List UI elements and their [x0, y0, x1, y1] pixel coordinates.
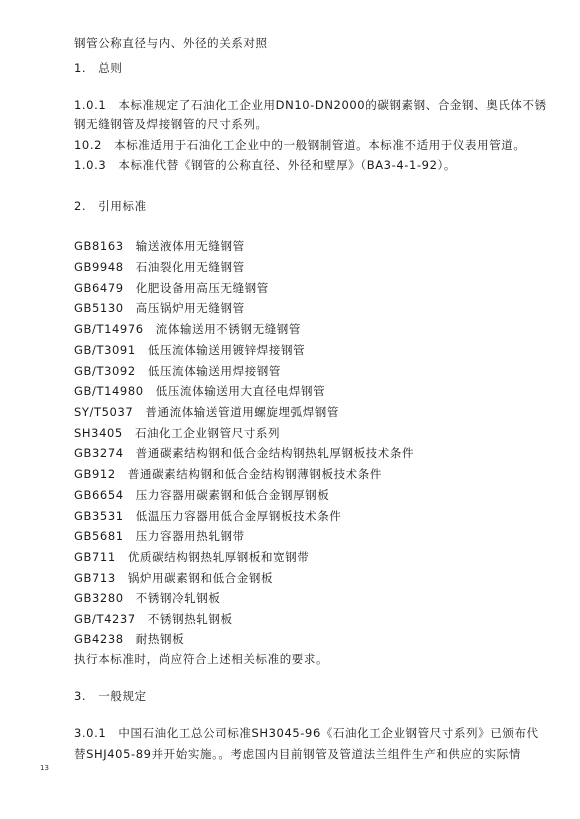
paragraph-1-0-2: 10.2 本标准适用于石油化工企业中的一般钢制管道。本标准不适用于仪表用管道。	[74, 138, 526, 152]
standard-name: 耐热钢板	[135, 632, 185, 646]
list-item	[74, 281, 269, 295]
paragraph-1-0-1-line-1: 1.0.1 本标准规定了石油化工企业用DN10-DN2000的碳钢素钢、合金钢、奥氏体不锈	[74, 98, 547, 112]
section-1-heading: 1. 总则	[74, 61, 123, 75]
list-item	[74, 426, 280, 440]
standard-name: 普通碳素结构钢和低合金结构钢薄钢板技术条件	[127, 467, 382, 481]
standard-name: 低压流体输送用焊接钢管	[147, 364, 281, 378]
list-item	[74, 509, 341, 523]
standard-code: GB/T3091	[74, 343, 136, 357]
section-2-heading: 2. 引用标准	[74, 199, 147, 213]
list-item	[74, 467, 382, 481]
standard-code: GB/T3092	[74, 364, 136, 378]
list-item	[74, 239, 245, 253]
standard-name: 普通碳素结构钢和低合金结构钢热轧厚钢板技术条件	[135, 446, 415, 460]
standard-code: GB3274	[74, 446, 124, 460]
standard-name: 压力容器用热轧钢带	[135, 529, 245, 543]
standard-code: GB912	[74, 467, 116, 481]
standard-name: 石油裂化用无缝钢管	[135, 260, 245, 274]
paragraph-3-0-1-line-2: 替SHJ405-89并开始实施。。考虑国内目前钢管及管道法兰组件生产和供应的实际情	[74, 747, 521, 761]
list-item	[74, 591, 220, 605]
standard-name: 输送液体用无缝钢管	[135, 239, 245, 253]
standard-name: 低压流体输送用镀锌焊接钢管	[147, 343, 306, 357]
standard-name: 优质碳结构钢热轧厚钢板和宽钢带	[127, 550, 310, 564]
list-item	[74, 301, 245, 315]
list-item	[74, 322, 301, 336]
list-item	[74, 612, 233, 626]
standard-name: 化肥设备用高压无缝钢管	[135, 281, 269, 295]
standard-name: 锅炉用碳素钢和低合金钢板	[127, 571, 274, 585]
standard-code: GB5130	[74, 301, 124, 315]
standard-code: GB9948	[74, 260, 124, 274]
standard-name: 低温压力容器用低合金厚钢板技术条件	[135, 509, 342, 523]
list-item	[74, 364, 281, 378]
standard-code: GB711	[74, 550, 116, 564]
standard-code: SY/T5037	[74, 405, 134, 419]
list-item	[74, 529, 245, 543]
standard-name: 不锈钢冷轧钢板	[135, 591, 221, 605]
standard-code: SH3405	[74, 426, 123, 440]
paragraph-1-0-3: 1.0.3 本标准代替《钢管的公称直径、外径和壁厚》（BA3-4-1-92）。	[74, 158, 456, 172]
document-title: 钢管公称直径与内、外径的关系对照	[74, 36, 268, 50]
paragraph-1-0-1-line-2: 钢无缝钢管及焊接钢管的尺寸系列。	[74, 117, 268, 131]
list-item	[74, 488, 329, 502]
standard-code: GB/T14976	[74, 322, 144, 336]
standard-name: 低压流体输送用大直径电焊钢管	[155, 384, 326, 398]
standard-code: GB6654	[74, 488, 124, 502]
standard-code: GB8163	[74, 239, 124, 253]
list-item	[74, 260, 245, 274]
list-item	[74, 571, 273, 585]
standard-code: GB4238	[74, 632, 124, 646]
standard-name: 压力容器用碳素钢和低合金钢厚钢板	[135, 488, 330, 502]
section-3-heading: 3. 一般规定	[74, 689, 147, 703]
paragraph-3-0-1-line-1: 3.0.1 中国石油化工总公司标准SH3045-96《石油化工企业钢管尺寸系列》已颁布代	[74, 726, 539, 740]
standard-name: 不锈钢热轧钢板	[147, 612, 233, 626]
standard-code: GB5681	[74, 529, 124, 543]
list-item	[74, 632, 184, 646]
standard-code: GB3280	[74, 591, 124, 605]
list-item	[74, 384, 325, 398]
standard-code: GB/T4237	[74, 612, 136, 626]
standard-code: GB713	[74, 571, 116, 585]
standard-name: 普通流体输送管道用螺旋埋弧焊钢管	[145, 405, 340, 419]
list-item	[74, 446, 414, 460]
compliance-note: 执行本标准时，尚应符合上述相关标准的要求。	[74, 652, 329, 666]
list-item	[74, 405, 339, 419]
standard-name: 流体输送用不锈钢无缝钢管	[155, 322, 301, 336]
standard-name: 石油化工企业钢管尺寸系列	[134, 426, 281, 440]
page-number: 13	[40, 764, 49, 772]
standard-code: GB3531	[74, 509, 124, 523]
standard-name: 高压锅炉用无缝钢管	[135, 301, 245, 315]
standard-code: GB6479	[74, 281, 124, 295]
list-item	[74, 550, 309, 564]
list-item	[74, 343, 305, 357]
standard-code: GB/T14980	[74, 384, 144, 398]
